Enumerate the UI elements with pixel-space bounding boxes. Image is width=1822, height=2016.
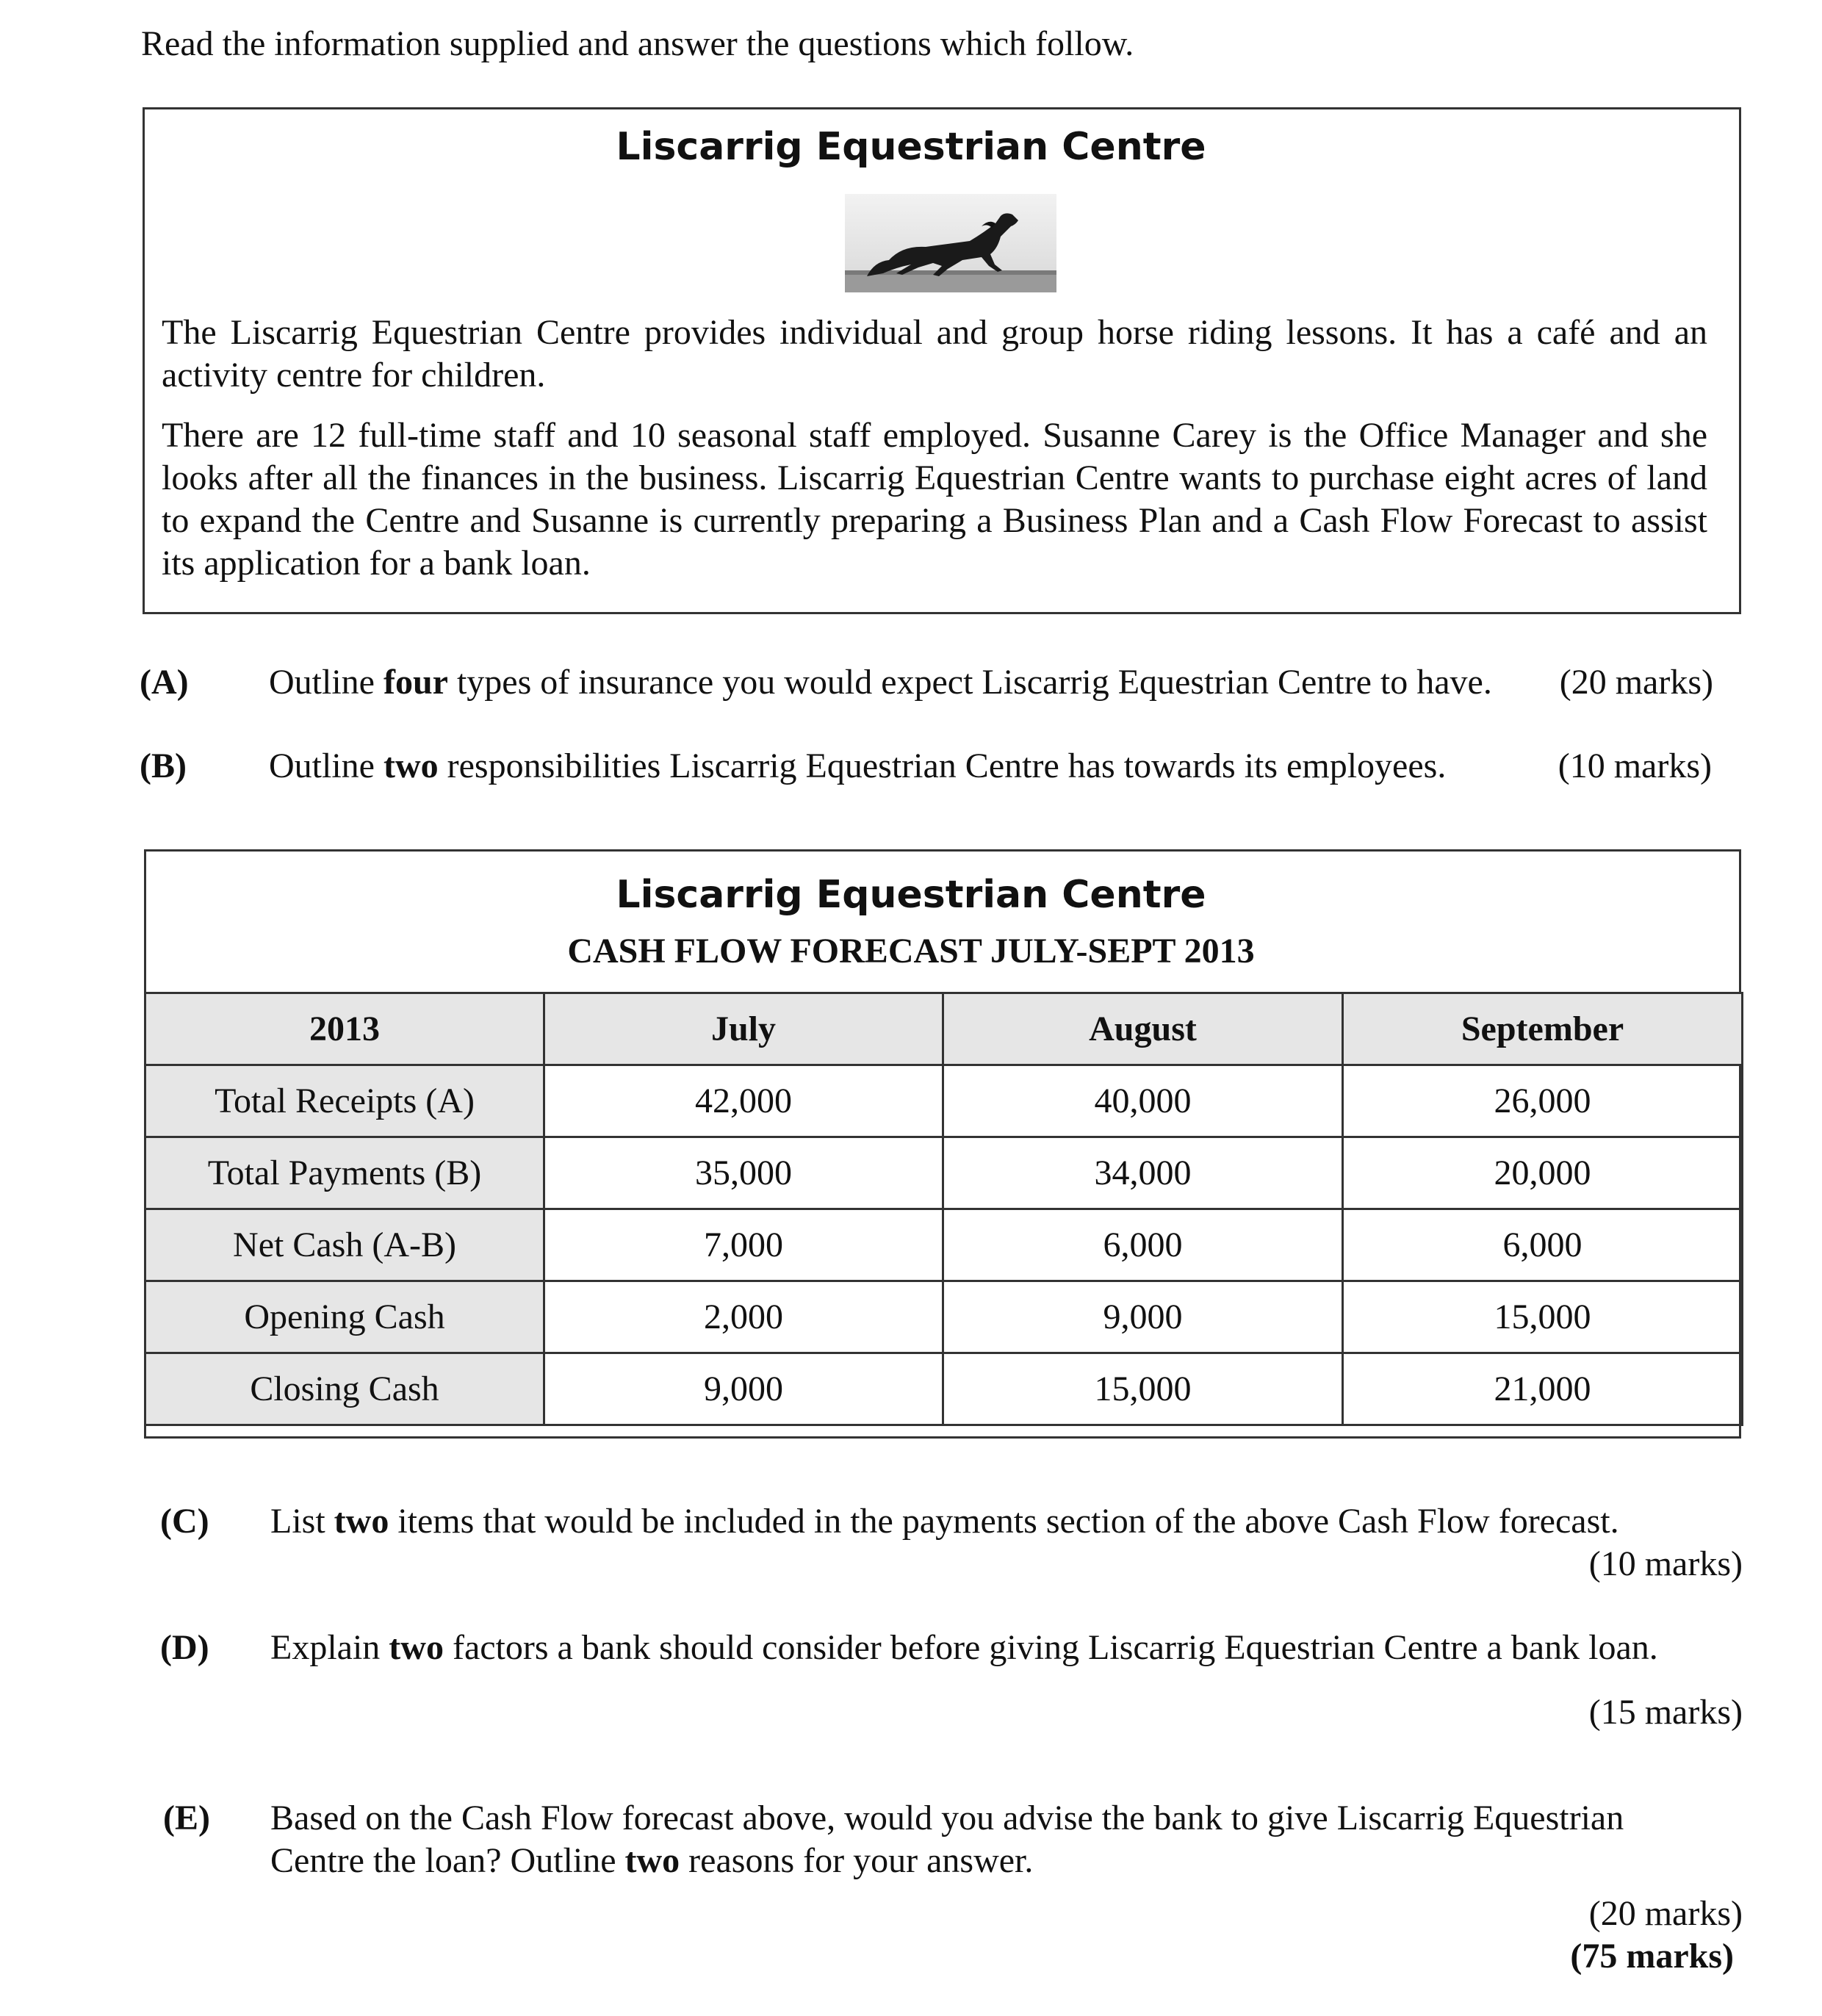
question-text-start: Explain xyxy=(270,1628,389,1667)
table-cell: 42,000 xyxy=(544,1065,943,1137)
question-marks: (15 marks) xyxy=(1588,1693,1743,1732)
question-text-start: List xyxy=(270,1502,334,1541)
question-text-end: types of insurance you would expect Liscarrig Equestrian Centre to have. xyxy=(447,663,1492,702)
table-cell: 21,000 xyxy=(1343,1353,1743,1425)
question-d-marks-row xyxy=(1589,1691,1743,1734)
question-letter: (B) xyxy=(140,746,187,785)
question-marks: (10 marks) xyxy=(1588,1544,1743,1583)
cashflow-table xyxy=(144,992,1743,1426)
question-emphasis: two xyxy=(334,1502,389,1541)
question-text-start: Outline xyxy=(269,663,384,702)
table-cell: 35,000 xyxy=(544,1137,943,1209)
header-september: September xyxy=(1343,993,1743,1065)
question-emphasis: two xyxy=(624,1841,680,1880)
question-text xyxy=(269,745,1446,788)
question-text xyxy=(269,661,1492,704)
question-e-marks-row xyxy=(1589,1893,1743,1935)
total-marks: (75 marks) xyxy=(1570,1937,1734,1976)
table-cell: 15,000 xyxy=(943,1353,1343,1425)
row-label: Total Receipts (A) xyxy=(145,1065,544,1137)
row-label: Total Payments (B) xyxy=(145,1137,544,1209)
question-marks: (20 marks) xyxy=(1588,1894,1743,1933)
question-letter: (D) xyxy=(160,1628,209,1667)
table-row xyxy=(145,1065,1743,1137)
table-cell: 2,000 xyxy=(544,1281,943,1353)
table-cell: 9,000 xyxy=(943,1281,1343,1353)
horse-photo xyxy=(845,194,1056,292)
question-text-end: reasons for your answer. xyxy=(680,1841,1034,1880)
question-text xyxy=(270,1841,1033,1880)
table-cell: 40,000 xyxy=(943,1065,1343,1137)
row-label: Net Cash (A-B) xyxy=(145,1209,544,1281)
question-text xyxy=(270,1627,1658,1669)
case-study-title: Liscarrig Equestrian Centre xyxy=(616,125,1206,169)
question-letter: (A) xyxy=(140,663,189,702)
header-july: July xyxy=(544,993,943,1065)
question-marks: (10 marks) xyxy=(1558,746,1712,785)
cashflow-title: Liscarrig Equestrian Centre xyxy=(616,873,1206,917)
header-august: August xyxy=(943,993,1343,1065)
question-text-start: Outline xyxy=(269,746,384,785)
instructions: Read the information supplied and answer the questions which follow. xyxy=(141,24,1134,63)
cashflow-subtitle: CASH FLOW FORECAST JULY-SEPT 2013 xyxy=(567,932,1255,971)
question-emphasis: four xyxy=(383,663,448,702)
row-label: Opening Cash xyxy=(145,1281,544,1353)
table-header-row xyxy=(145,993,1743,1065)
question-text-start: Centre the loan? Outline xyxy=(270,1841,625,1880)
case-paragraph-2: There are 12 full-time staff and 10 seasonal staff employed. Susanne Carey is the Office Manager and she looks after all the finances in the business. Liscarrig Equestrian Centre wants to purchase eight acres of land to expand the Centre and Susanne is currently preparing a Business Plan and a Cash Flow Forecast to assist its application for a bank loan. xyxy=(162,416,1707,583)
question-emphasis: two xyxy=(383,746,439,785)
table-cell: 26,000 xyxy=(1343,1065,1743,1137)
table-cell: 15,000 xyxy=(1343,1281,1743,1353)
table-cell: 20,000 xyxy=(1343,1137,1743,1209)
question-text-end: items that would be included in the payments section of the above Cash Flow forecast. xyxy=(389,1502,1619,1541)
question-marks: (20 marks) xyxy=(1559,663,1713,702)
table-cell: 7,000 xyxy=(544,1209,943,1281)
header-year: 2013 xyxy=(145,993,544,1065)
table-row xyxy=(145,1209,1743,1281)
question-text-line-1: Based on the Cash Flow forecast above, would you advise the bank to give Liscarrig Equestrian xyxy=(270,1799,1624,1837)
table-cell: 34,000 xyxy=(943,1137,1343,1209)
table-row xyxy=(145,1281,1743,1353)
question-letter: (E) xyxy=(163,1799,210,1837)
question-e-line-2 xyxy=(270,1840,1033,1882)
table-cell: 6,000 xyxy=(1343,1209,1743,1281)
question-letter: (C) xyxy=(160,1502,209,1541)
table-cell: 6,000 xyxy=(943,1209,1343,1281)
question-c-marks-row xyxy=(1589,1543,1743,1585)
question-text xyxy=(270,1500,1619,1543)
table-row xyxy=(145,1353,1743,1425)
question-text-end: factors a bank should consider before giving Liscarrig Equestrian Centre a bank loan. xyxy=(443,1628,1658,1667)
row-label: Closing Cash xyxy=(145,1353,544,1425)
table-row xyxy=(145,1137,1743,1209)
case-paragraph-1: The Liscarrig Equestrian Centre provides individual and group horse riding lessons. It has a café and an activity centre for children. xyxy=(162,313,1707,395)
table-cell: 9,000 xyxy=(544,1353,943,1425)
question-text-end: responsibilities Liscarrig Equestrian Centre has towards its employees. xyxy=(438,746,1447,785)
question-emphasis: two xyxy=(389,1628,444,1667)
